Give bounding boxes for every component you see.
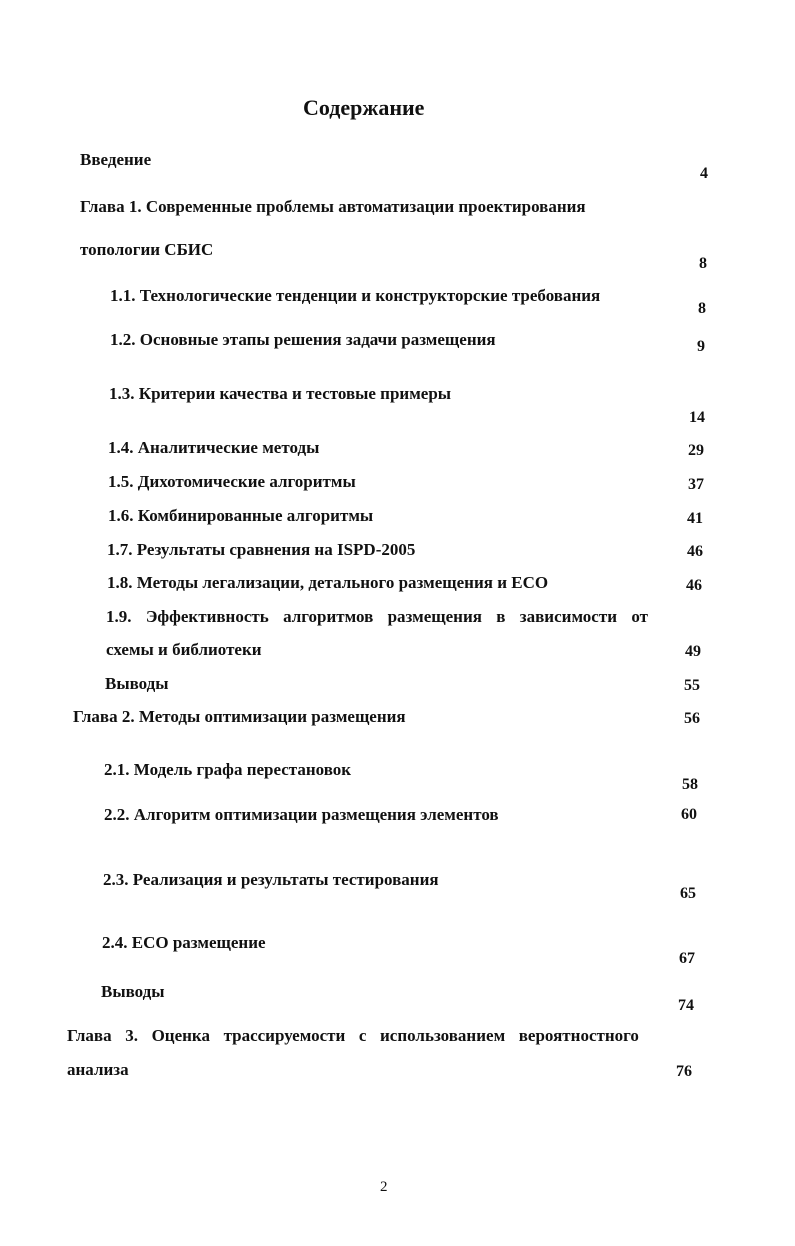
toc-s1-7-label: 1.7. Результаты сравнения на ISPD-2005 (107, 540, 416, 559)
toc-s1-3-page: 14 (689, 409, 705, 426)
toc-ch3-page: 76 (676, 1063, 692, 1080)
toc-s1-7-page: 46 (687, 543, 703, 560)
toc-s2-4-label: 2.4. ECO размещение (102, 933, 266, 952)
toc-ch3-line2: анализа (67, 1060, 129, 1079)
toc-s1-6-label: 1.6. Комбинированные алгоритмы (108, 506, 374, 525)
toc-s1-2-page: 9 (697, 338, 705, 355)
toc-s1-8-label: 1.8. Методы легализации, детального размещения и ECO (107, 573, 549, 592)
toc-ch1-page: 8 (699, 255, 707, 272)
toc-s2-1-label: 2.1. Модель графа перестановок (104, 760, 352, 779)
toc-ch1-line2: топологии СБИС (80, 240, 214, 259)
toc-ch1-conclusions-page: 55 (684, 677, 700, 694)
toc-ch2-page: 56 (684, 710, 700, 727)
toc-s1-1-label: 1.1. Технологические тенденции и конструкторские требования (110, 286, 601, 305)
toc-ch3-word: использованием (380, 1026, 506, 1045)
toc-intro-label: Введение (80, 150, 152, 169)
toc-ch2-conclusions-label: Выводы (101, 982, 165, 1001)
toc-s1-9-line1 (106, 607, 648, 627)
toc-s1-1-page: 8 (698, 300, 706, 317)
toc-s1-5-page: 37 (688, 476, 704, 493)
toc-s1-4-label: 1.4. Аналитические методы (108, 438, 320, 457)
toc-s1-9-word: в (496, 607, 506, 626)
toc-ch3-word: Глава (67, 1026, 112, 1045)
toc-s1-9-word: размещения (387, 607, 482, 626)
toc-s1-3-label: 1.3. Критерии качества и тестовые примеры (109, 384, 452, 403)
toc-ch3-word: вероятностного (518, 1026, 639, 1045)
toc-s2-4-page: 67 (679, 950, 695, 967)
toc-ch3-line1 (67, 1026, 639, 1046)
toc-s2-2-label: 2.2. Алгоритм оптимизации размещения элементов (104, 805, 499, 824)
toc-s2-1-page: 58 (682, 776, 698, 793)
toc-s1-2-label: 1.2. Основные этапы решения задачи размещения (110, 330, 496, 349)
toc-s1-5-label: 1.5. Дихотомические алгоритмы (108, 472, 356, 491)
toc-ch1-line1: Глава 1. Современные проблемы автоматизации проектирования (80, 197, 586, 216)
toc-s1-9-word: 1.9. (106, 607, 132, 626)
toc-s1-4-page: 29 (688, 442, 704, 459)
toc-ch1-conclusions-label: Выводы (105, 674, 169, 693)
toc-s1-6-page: 41 (687, 510, 703, 527)
toc-s1-8-page: 46 (686, 577, 702, 594)
page-number: 2 (380, 1179, 388, 1195)
toc-intro-page: 4 (700, 165, 708, 182)
toc-s1-9-line2: схемы и библиотеки (106, 640, 262, 659)
toc-ch2-label: Глава 2. Методы оптимизации размещения (73, 707, 406, 726)
toc-ch3-word: 3. (125, 1026, 138, 1045)
toc-s1-9-word: Эффективность (145, 607, 269, 626)
toc-s1-9-page: 49 (685, 643, 701, 660)
page-title: Содержание (303, 95, 425, 120)
toc-s2-3-label: 2.3. Реализация и результаты тестирования (103, 870, 439, 889)
toc-s1-9-word: алгоритмов (283, 607, 374, 626)
toc-s2-2-page: 60 (681, 806, 697, 823)
toc-s2-3-page: 65 (680, 885, 696, 902)
toc-ch3-word: Оценка (151, 1026, 210, 1045)
toc-s1-9-word: от (631, 607, 648, 626)
toc-ch2-conclusions-page: 74 (678, 997, 694, 1014)
toc-ch3-word: трассируемости (223, 1026, 346, 1045)
toc-s1-9-word: зависимости (519, 607, 617, 626)
toc-ch3-word: с (358, 1026, 367, 1045)
